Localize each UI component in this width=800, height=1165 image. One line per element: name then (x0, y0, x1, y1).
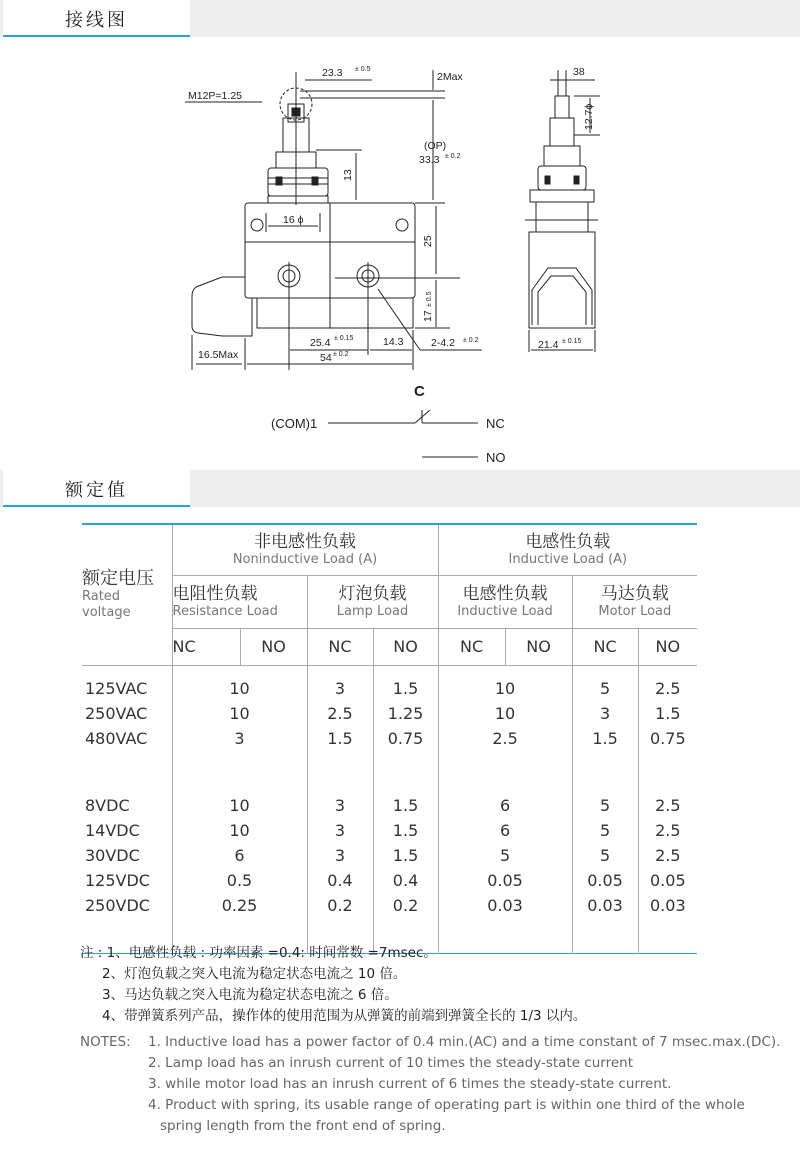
value: 3 (334, 820, 346, 840)
value: 0.4 (327, 870, 353, 890)
header-en: Inductive Load (A) (508, 551, 628, 567)
value: 0.03 (650, 895, 686, 915)
value: 10 (494, 703, 516, 723)
dim-thread: M12P=1.25 (188, 90, 242, 102)
value: 125VAC (85, 678, 148, 698)
resistance-cell (172, 771, 307, 954)
dim-2max: 2Max (437, 71, 463, 83)
header-en: Lamp Load (336, 603, 409, 619)
value: 1.5 (392, 795, 419, 815)
lamp-nc-cell (307, 771, 373, 954)
note-line: 1. Inductive load has a power factor of 0.4 min.(AC) and a time constant of 7 msec.max.(DC). (148, 1034, 781, 1050)
dim-14-3: 14.3 (383, 336, 404, 348)
value: 0.03 (587, 895, 623, 915)
value: 1.5 (392, 820, 419, 840)
value: 10 (229, 703, 250, 723)
value: 2.5 (327, 703, 353, 723)
value: 3 (234, 728, 245, 748)
no-header: NO (505, 628, 572, 665)
dim-tol: ± 0.2 (463, 337, 479, 344)
no-header: NO (373, 628, 438, 665)
dim-25-4: 25.4 (310, 337, 331, 349)
dim-38: 38 (573, 66, 585, 78)
header-en: Inductive Load (457, 603, 553, 619)
motor-nc-cell (572, 665, 638, 771)
switch-front-view (185, 70, 482, 370)
value: 3 (334, 795, 346, 815)
value: 250VAC (85, 703, 148, 723)
value: 3 (599, 703, 611, 723)
value: 0.5 (226, 870, 253, 890)
header-cn: 电感性负载 (525, 531, 611, 552)
lamp-load-header (307, 575, 438, 628)
rated-voltage-header (82, 524, 172, 665)
dim-23-3: 23.3 (322, 67, 343, 79)
header-cn: 电阻性负载 (172, 583, 258, 604)
value: 30VDC (85, 845, 140, 865)
dim-tol: ± 0.2 (333, 351, 349, 358)
no-header: NO (240, 628, 307, 665)
note-line: spring length from the front end of spring. (160, 1118, 446, 1134)
ac-rows (82, 665, 697, 771)
section-title: 接线图 (65, 10, 128, 31)
note-line: 4. Product with spring, its usable range of operating part is within one third of the whole (148, 1097, 745, 1113)
notes-label: NOTES: (80, 1034, 131, 1050)
note-line: 2. Lamp load has an inrush current of 10 times the steady-state current (148, 1055, 634, 1071)
value: 0.25 (221, 895, 258, 915)
header-en: Resistance Load (172, 603, 278, 619)
inductive-cell (438, 771, 572, 954)
dim-tol: ± 0.2 (445, 153, 461, 160)
dim-17: 17 (422, 310, 434, 322)
value: 14VDC (85, 820, 140, 840)
dim-op: 33.3 (419, 154, 440, 166)
dc-rows (82, 771, 697, 954)
note-line: 2、灯泡负载之突入电流为稳定状态电流之 10 倍。 (102, 966, 407, 982)
header-cn: 非电感性负载 (254, 531, 357, 552)
lamp-no-cell (373, 665, 438, 771)
common-terminal-label: C (414, 383, 425, 400)
value: 1.5 (655, 703, 681, 723)
value: 5 (599, 820, 611, 840)
dim-tol: ± 0.5 (426, 291, 433, 307)
dim-op-label: (OP) (424, 140, 447, 152)
header-en: Motor Load (598, 603, 672, 619)
voltage-cell (82, 771, 172, 954)
no-label: NO (486, 450, 506, 465)
header-cn: 灯泡负载 (338, 583, 407, 604)
inductive-cell (438, 665, 572, 771)
lamp-no-cell (373, 771, 438, 954)
section-header-wiring (0, 0, 800, 37)
dim-13: 13 (342, 169, 354, 181)
nc-header: NC (172, 628, 240, 665)
section-title: 额定值 (65, 480, 128, 501)
value: 8VDC (85, 795, 130, 815)
notes-english (80, 1032, 780, 1137)
header-cn: 马达负载 (600, 583, 669, 604)
no-header: NO (638, 628, 697, 665)
value: 5 (599, 795, 611, 815)
value: 3 (334, 845, 346, 865)
value: 0.05 (487, 870, 523, 890)
nc-header: NC (572, 628, 638, 665)
section-header-rating (0, 470, 800, 507)
value: 250VDC (85, 895, 150, 915)
value: 1.25 (387, 703, 424, 723)
dim-tol: ± 0.15 (562, 338, 582, 345)
motor-no-cell (638, 771, 697, 954)
value: 0.75 (387, 728, 424, 748)
inductive-header (438, 524, 697, 575)
value: 6 (234, 845, 245, 865)
value: 125VDC (85, 870, 150, 890)
note-line: 注 : 1、电感性负载 : 功率因素 =0.4: 时间常数 =7msec。 (80, 945, 437, 961)
value: 2.5 (492, 728, 518, 748)
noninductive-header (172, 524, 438, 575)
value: 0.05 (587, 870, 623, 890)
header-cn: 额定电压 (82, 567, 154, 589)
value: 1.5 (392, 845, 419, 865)
dimension-labels (188, 66, 595, 364)
nc-header: NC (438, 628, 505, 665)
value: 0.05 (650, 870, 686, 890)
header-en: Noninductive Load (A) (232, 551, 378, 567)
section-tab (3, 470, 190, 507)
dim-25: 25 (422, 235, 434, 247)
value: 10 (494, 678, 516, 698)
value: 1.5 (392, 678, 419, 698)
note-line: 4、带弹簧系列产品，操作体的使用范围为从弹簧的前端到弹簧全长的 1/3 以内。 (102, 1008, 587, 1024)
notes-chinese (80, 943, 586, 1027)
value: 0.75 (650, 728, 686, 748)
value: 10 (229, 678, 250, 698)
circuit-diagram (271, 383, 506, 465)
value: 6 (499, 820, 511, 840)
com-label: (COM)1 (271, 416, 318, 431)
dim-12-7-dia: 12.7ϕ (583, 103, 595, 130)
dim-54: 54 (320, 352, 332, 364)
rating-table (82, 523, 697, 954)
lamp-nc-cell (307, 665, 373, 771)
nc-header: NC (307, 628, 373, 665)
nc-label: NC (486, 416, 505, 431)
value: 10 (229, 795, 250, 815)
header-en: voltage (82, 604, 131, 620)
dim-16-dia: 16 ϕ (283, 214, 304, 226)
value: 2.5 (655, 845, 681, 865)
note-line: 3. while motor load has an inrush current of 6 times the steady-state current. (148, 1076, 672, 1092)
dim-holes: 2-4.2 (431, 337, 455, 349)
dim-tol: ± 0.5 (355, 66, 371, 73)
value: 2.5 (655, 678, 681, 698)
value: 480VAC (85, 728, 148, 748)
value: 5 (499, 845, 511, 865)
value: 0.2 (327, 895, 353, 915)
value: 1.5 (592, 728, 618, 748)
value: 0.4 (392, 870, 419, 890)
value: 2.5 (655, 820, 681, 840)
dim-16-5max: 16.5Max (198, 349, 239, 361)
value: 0.2 (392, 895, 419, 915)
motor-load-header (572, 575, 697, 628)
dim-21-4: 21.4 (538, 339, 559, 351)
dimension-drawing (0, 37, 800, 470)
header-en: Rated (82, 588, 121, 604)
value: 10 (229, 820, 250, 840)
motor-nc-cell (572, 771, 638, 954)
value: 3 (334, 678, 346, 698)
inductive-load-header (438, 575, 572, 628)
section-tab (3, 0, 190, 37)
header-cn: 电感性负载 (462, 583, 548, 604)
resistance-load-header (172, 575, 307, 628)
value: 5 (599, 678, 611, 698)
value: 6 (499, 795, 511, 815)
value: 0.03 (487, 895, 523, 915)
dim-tol: ± 0.15 (334, 335, 354, 342)
value: 1.5 (327, 728, 353, 748)
voltage-cell (82, 665, 172, 771)
value: 5 (599, 845, 611, 865)
resistance-cell (172, 665, 307, 771)
note-line: 3、马达负载之突入电流为稳定状态电流之 6 倍。 (102, 987, 398, 1003)
motor-no-cell (638, 665, 697, 771)
value: 2.5 (655, 795, 681, 815)
